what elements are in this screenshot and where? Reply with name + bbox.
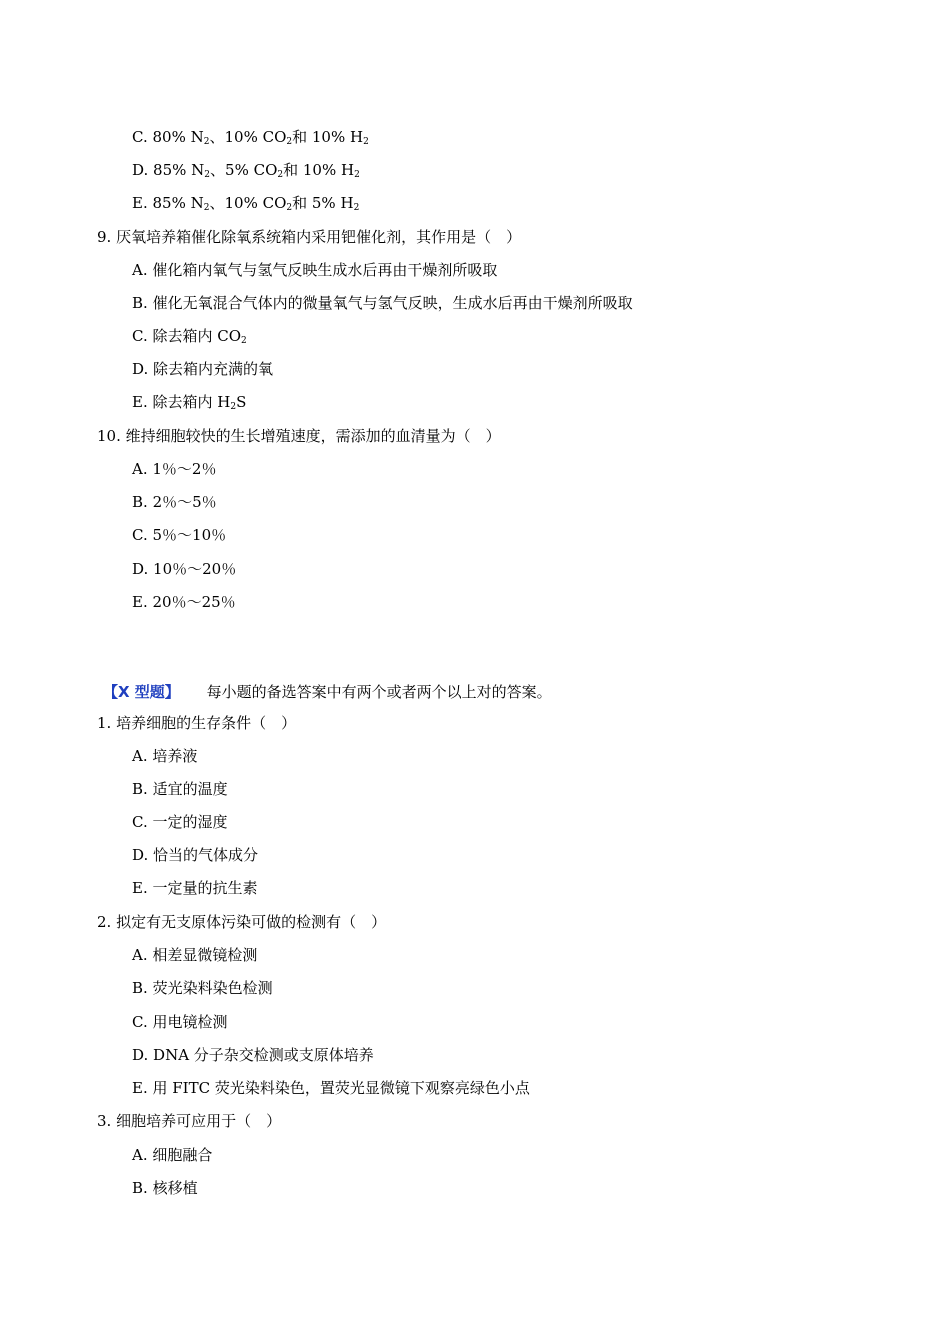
option-letter: C. — [132, 813, 148, 831]
x1-option-d — [132, 845, 258, 865]
question-text: 细胞培养可应用于（ ） — [116, 1112, 282, 1130]
question-number: 1. — [97, 714, 112, 732]
option-text: 培养液 — [152, 747, 198, 765]
q9-option-a — [132, 260, 497, 280]
option-letter: B. — [132, 1179, 148, 1197]
question-text: 培养细胞的生存条件（ ） — [116, 714, 297, 732]
section-header-x — [103, 682, 552, 702]
option-text: 5％～10％ — [152, 526, 227, 544]
q9-option-e: E. 除去箱内 $H_2S$ — [132, 393, 247, 412]
x-question-2 — [97, 912, 386, 932]
q10-option-c — [132, 525, 226, 545]
option-letter: A. — [132, 946, 148, 964]
option-text: 催化无氧混合气体内的微量氧气与氢气反映，生成水后再由干燥剂所吸取 — [152, 294, 633, 312]
option-letter: A. — [132, 261, 148, 279]
option-text: 除去箱内充满的氧 — [153, 360, 274, 378]
section-tag: 【X 型题】 — [103, 683, 180, 701]
option-letter: B. — [132, 493, 148, 511]
option-text: 除去箱内 CO — [152, 327, 242, 345]
option-text: 2％～5％ — [152, 493, 217, 511]
option-letter: B. — [132, 979, 148, 997]
option-letter: A. — [132, 1146, 148, 1164]
question-text: 厌氧培养箱催化除氧系统箱内采用钯催化剂，其作用是（ ） — [116, 228, 522, 246]
question-text: 拟定有无支原体污染可做的检测有（ ） — [116, 913, 387, 931]
x3-option-b — [132, 1178, 198, 1198]
option-text: 荧光染料染色检测 — [152, 979, 273, 997]
option-letter: E. — [132, 593, 148, 611]
option-letter: E. — [132, 393, 148, 411]
option-letter: C. — [132, 526, 148, 544]
x3-option-a — [132, 1145, 212, 1165]
option-letter: D. — [132, 161, 149, 179]
option-letter: D. — [132, 560, 149, 578]
option-text: 恰当的气体成分 — [153, 846, 259, 864]
question-number: 10. — [97, 427, 121, 445]
option-letter: D. — [132, 1046, 149, 1064]
option-text: 相差显微镜检测 — [152, 946, 258, 964]
option-letter: B. — [132, 780, 148, 798]
option-letter: A. — [132, 460, 148, 478]
q8-option-e: E. 85% $N_2$、10% $CO_2$和 5% $H_2$ — [132, 194, 360, 213]
option-text: 用电镜检测 — [152, 1013, 228, 1031]
option-letter: A. — [132, 747, 148, 765]
option-text: 10％～20％ — [153, 560, 237, 578]
option-text: 用 FITC 荧光染料染色，置荧光显微镜下观察亮绿色小点 — [152, 1079, 530, 1097]
question-number: 2. — [97, 913, 112, 931]
q8-option-d: D. 85% $N_2$、5% $CO_2$和 10% $H_2$ — [132, 161, 360, 180]
option-text: 细胞融合 — [152, 1146, 213, 1164]
option-letter: E. — [132, 879, 148, 897]
option-letter: C. — [132, 327, 148, 345]
q9-option-d — [132, 359, 273, 379]
question-number: 9. — [97, 228, 112, 246]
q9-option-b — [132, 293, 633, 313]
q10-option-d — [132, 559, 236, 579]
question-9 — [97, 227, 521, 247]
x2-option-c — [132, 1012, 228, 1032]
x2-option-d — [132, 1045, 374, 1065]
q10-option-e — [132, 592, 236, 612]
option-text: DNA 分子杂交检测或支原体培养 — [153, 1046, 374, 1064]
x2-option-b — [132, 978, 273, 998]
option-letter: E. — [132, 194, 148, 212]
q9-option-c: C. 除去箱内 $CO_2$ — [132, 327, 247, 346]
option-letter: C. — [132, 128, 148, 146]
x-question-3 — [97, 1111, 281, 1131]
option-letter: D. — [132, 846, 149, 864]
option-text: 一定的湿度 — [152, 813, 228, 831]
x1-option-b — [132, 779, 228, 799]
option-text: 核移植 — [152, 1179, 198, 1197]
option-letter: D. — [132, 360, 149, 378]
x2-option-e — [132, 1078, 530, 1098]
question-number: 3. — [97, 1112, 112, 1130]
q10-option-a — [132, 459, 216, 479]
option-letter: E. — [132, 1079, 148, 1097]
x2-option-a — [132, 945, 257, 965]
option-text: 20％～25％ — [152, 593, 236, 611]
question-text: 维持细胞较快的生长增殖速度，需添加的血清量为（ ） — [125, 427, 501, 445]
x-question-1 — [97, 713, 296, 733]
option-text: 除去箱内 H — [152, 393, 231, 411]
q8-option-c: C. 80% $N_2$、10% $CO_2$和 10% $H_2$ — [132, 128, 369, 147]
x1-option-a — [132, 746, 197, 766]
x1-option-c — [132, 812, 228, 832]
option-text: 催化箱内氧气与氢气反映生成水后再由干燥剂所吸取 — [152, 261, 498, 279]
q10-option-b — [132, 492, 217, 512]
option-text: 一定量的抗生素 — [152, 879, 258, 897]
option-text: 适宜的温度 — [152, 780, 228, 798]
question-10 — [97, 426, 501, 446]
option-letter: B. — [132, 294, 148, 312]
x1-option-e — [132, 878, 258, 898]
option-text: 1％～2％ — [152, 460, 217, 478]
section-description: 每小题的备选答案中有两个或者两个以上对的答案。 — [206, 683, 552, 701]
option-letter: C. — [132, 1013, 148, 1031]
